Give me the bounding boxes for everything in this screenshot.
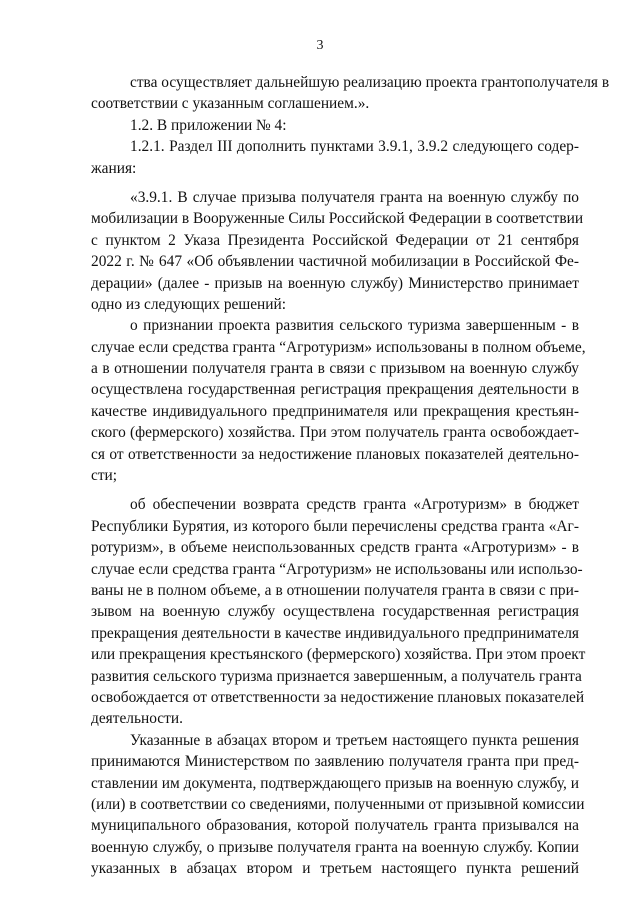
text-line: Указанные в абзацах втором и третьем настоящего пункта решения xyxy=(130,731,579,749)
text-line: осуществлена государственная регистрация прекращения деятельности в xyxy=(91,381,579,399)
paragraph xyxy=(91,136,579,179)
text-line: Республики Бурятия, из которого были перечислены средства гранта «Аг- xyxy=(91,517,579,535)
text-line: случае если средства гранта “Агротуризм» использованы в полном объеме, xyxy=(91,338,586,356)
text-line: ся от ответственности за недостижение плановых показателей деятельно- xyxy=(91,445,579,463)
text-line: прекращения деятельности в качестве индивидуального предпринимателя xyxy=(91,624,579,642)
text-line: ставлении им документа, подтверждающего призыв на военную службу, и xyxy=(91,774,579,792)
text-line: соответствии с указанным соглашением.». xyxy=(91,95,370,113)
text-line: указанных в абзацах втором и третьем настоящего пункта решений xyxy=(91,860,579,878)
text-line: ваны не в полном объеме, а в отношении получателя гранта в связи с при- xyxy=(91,581,579,599)
paragraph xyxy=(91,315,586,486)
text-line: жания: xyxy=(91,159,137,177)
paragraph xyxy=(91,72,610,115)
text-line: принимаются Министерством по заявлению получателя гранта при пред- xyxy=(91,753,579,771)
paragraph xyxy=(91,187,584,315)
text-line: 1.2. В приложении № 4: xyxy=(130,116,287,134)
page-number: 3 xyxy=(316,38,324,53)
text-line: об обеспечении возврата средств гранта «Агротуризм» в бюджет xyxy=(130,496,579,514)
text-line: муниципального образования, которой получатель гранта призывался на xyxy=(91,817,579,835)
document-body xyxy=(91,72,610,879)
paragraph xyxy=(91,115,579,136)
text-line: с пунктом 2 Указа Президента Российской Федерации от 21 сентября xyxy=(91,231,579,249)
text-line: развития сельского туризма признается завершенным, а получатель гранта xyxy=(91,667,582,685)
text-line: одно из следующих решений: xyxy=(91,295,287,313)
text-line: о признании проекта развития сельского туризма завершенным - в xyxy=(130,317,579,335)
text-line: случае если средства гранта “Агротуризм» не использованы или использо- xyxy=(91,560,583,578)
text-line: ского (фермерского) хозяйства. При этом получатель гранта освобождает- xyxy=(91,424,579,442)
text-line: (или) в соответствии со сведениями, полученными от призывной комиссии xyxy=(91,795,585,813)
text-line: «3.9.1. В случае призыва получателя гранта на военную службу по xyxy=(130,188,579,206)
paragraph-gap xyxy=(91,486,579,494)
text-line: или прекращения крестьянского (фермерского) хозяйства. При этом проект xyxy=(91,646,586,664)
text-line: ротуризм», в объеме неиспользованных средств гранта «Агротуризм» - в xyxy=(91,539,579,557)
paragraph-gap xyxy=(91,179,579,187)
text-line: дерации» (далее - призыв на военную службу) Министерство принимает xyxy=(91,274,579,292)
text-line: качестве индивидуального предпринимателя или прекращения крестьян- xyxy=(91,402,579,420)
text-line: сти; xyxy=(91,467,118,485)
paragraph xyxy=(91,494,586,729)
text-line: 1.2.1. Раздел III дополнить пунктами 3.9.1, 3.9.2 следующего содер- xyxy=(130,138,579,156)
text-line: освобождается от ответственности за недостижение плановых показателей xyxy=(91,688,585,706)
text-line: мобилизации в Вооруженные Силы Российской Федерации в соответствии xyxy=(91,210,584,228)
text-line: деятельности. xyxy=(91,710,183,728)
text-line: а в отношении получателя гранта в связи с призывом на военную службу xyxy=(91,360,579,378)
text-line: ства осуществляет дальнейшую реализацию проекта грантополучателя в xyxy=(130,74,610,91)
text-line: зывом на военную службу осуществлена государственная регистрация xyxy=(91,603,579,621)
text-line: военную службу, о призыве получателя гранта на военную службу. Копии xyxy=(91,838,579,856)
text-line: 2022 г. № 647 «Об объявлении частичной мобилизации в Российской Фе- xyxy=(91,253,579,271)
paragraph xyxy=(91,730,585,880)
